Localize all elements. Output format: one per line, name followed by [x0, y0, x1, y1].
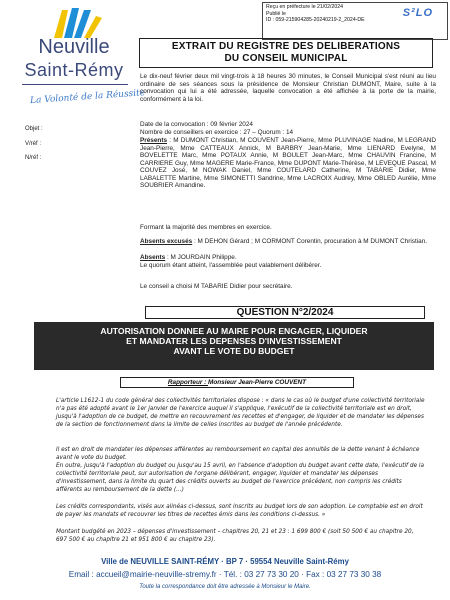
quorum-text: Le quorum étant atteint, l'assemblée peut valablement délibérer. — [140, 262, 322, 269]
footer-contact: Email : accueil@mairie-neuville-stremy.fr · Tél. : 03 27 73 30 20 · Fax : 03 27 73 30 38 — [68, 570, 382, 579]
secretaire-text: Le conseil a choisi M TABARIE Didier pour secrétaire. — [140, 283, 293, 290]
label-objet: Objet : — [25, 126, 43, 132]
rapporteur-name: Monsieur Jean-Pierre COUVENT — [208, 379, 307, 386]
rapporteur-box — [120, 377, 354, 388]
absents-label: Absents — [140, 254, 166, 261]
logo-city-name-line2: Saint-Rémy — [24, 60, 124, 80]
presents-paragraph — [140, 137, 436, 190]
document-title-line2: DU CONSEIL MUNICIPAL — [224, 53, 348, 64]
document-title-line1: EXTRAIT DU REGISTRE DES DELIBERATIONS — [171, 41, 401, 52]
conseillers-count: Nombre de conseillers en exercice : 27 – Quorum : 14 — [140, 129, 294, 136]
receipt-stamp-box — [262, 2, 448, 40]
footer-note: Toute la correspondance doit être adressée à Monsieur le Maire. — [139, 584, 311, 590]
excuses-paragraph — [140, 238, 436, 246]
logo-rays-icon — [48, 6, 108, 40]
slo-stamp: S²LO — [402, 7, 433, 19]
logo-city-name-line1: Neuville — [38, 36, 110, 58]
subject-line1: AUTORISATION DONNEE AU MAIRE POUR ENGAGER, LIQUIDER — [100, 326, 368, 336]
logo-divider — [22, 84, 128, 85]
law-paragraph-1: L'article L1612-1 du code général des collectivités territoriales dispose : « dans le cas où le budget d'une collectivité territoriale n'a pas été adopté avant le 1er janvier de l'exercice auquel il s'applique, l'exécutif de la collectivité territoriale est en droit, jusqu'à l'adoption de ce budget, de mettre en recouvrement les recettes et d'engager, de liquider et de mandater les dépenses de la section de fonctionnement dans la limite de celles inscrites au budget de l'année précédente. — [56, 396, 425, 429]
receipt-line-published: Publié le — [266, 10, 286, 17]
excuses-list: : M DEHON Gérard ; M CORMONT Corentin, procuration à M DUMONT Christian. — [192, 238, 428, 245]
presents-label: Présents — [140, 137, 167, 144]
page-footer — [0, 555, 450, 600]
majorite-text: Formant la majorité des membres en exercice. — [140, 224, 272, 231]
rapporteur-label: Rapporteur : — [167, 379, 209, 386]
deliberation-subject-box — [34, 322, 434, 370]
label-vref: V/réf : — [25, 141, 42, 147]
subject-line2: ET MANDATER LES DEPENSES D'INVESTISSEMENT — [126, 336, 342, 346]
subject-line3: AVANT LE VOTE DU BUDGET — [173, 346, 295, 356]
absents-paragraph — [140, 254, 436, 262]
excuses-label: Absents excusés — [140, 238, 193, 245]
receipt-line-received: Reçu en préfecture le 21/02/2024 — [266, 4, 344, 10]
law-paragraph-4: Les crédits correspondants, visés aux alinéas ci-dessus, sont inscrits au budget lors de son adoption. Le comptable est en droit de payer les mandats et recouvrer les titres de recettes émis dans les conditions ci-dessus. » — [56, 502, 423, 519]
footer-address: Ville de NEUVILLE SAINT-RÉMY · BP 7 · 59554 Neuville Saint-Rémy — [101, 557, 349, 566]
city-logo — [14, 6, 146, 111]
presents-list: : M DUMONT Christian, M COUVENT Jean-Pierre, Mme PLUVINAGE Nadine, M LEGRAND Jean-Pierre, Mme CATTEAUX Annick, M BARBRY Jean-Marie, Mme LIENARD Evelyne, M BOVELETTE Marc, Mme POTAUX Annie, M BOULET Jean-Marc, Mme CHAUVIN Francine, M CARRIERE Guy, Mme MAGERE Marie-France, Mme DUPONT Marie-Thérèse, M LEVEQUE Pascal, M COUVEZ José, M NOWAK Daniel, Mme COUTELARD Catherine, M TABARIE Didier, Mme LABALETTE Martine, Mme SIMONETTI Sandrine, Mme LACROIX Audrey, Mme OBLED Aurélie, Mme SOUBRIER Amandine. — [140, 137, 436, 189]
law-paragraph-3: En outre, jusqu'à l'adoption du budget ou jusqu'au 15 avril, en l'absence d'adoption du budget avant cette date, l'exécutif de la collectivité territoriale peut, sur autorisation de l'organe délibérant, engager, liquider et mandater les dépenses d'investissement, dans la limite du quart des crédits ouverts au budget de l'exercice précédent, non compris les crédits afférents au remboursement de la dette (...) — [56, 461, 425, 494]
budget-amount-paragraph: Montant budgété en 2023 – dépenses d'investissement – chapitres 20, 21 et 23 : 1 699 800 € (soit 50 500 € au chapitre 20, 697 500 € au chapitre 21 et 951 800 € au chapitre 23). — [56, 527, 414, 544]
law-paragraph-2: Il est en droit de mandater les dépenses afférentes au remboursement en capital des annuités de la dette venant à échéance avant le vote du budget. — [56, 445, 420, 462]
absents-list: : M JOURDAIN Philippe. — [165, 254, 237, 261]
logo-slogan: La Volonté de la Réussite — [29, 88, 146, 107]
receipt-line-id: ID : 059-215904285-20240219-2_2024-DE — [266, 17, 365, 24]
label-nref: N/réf : — [25, 155, 42, 161]
convocation-date: Date de la convocation : 09 février 2024 — [140, 121, 253, 128]
document-title-box — [139, 38, 433, 68]
intro-paragraph: Le dix-neuf février deux mil vingt-trois à 18 heures 30 minutes, le Conseil Municipal s'est réuni au lieu ordinaire de ses séances sous la présidence de Monsieur Christian DUMONT, Maire, suite à la convocation qui lui a été adressée, laquelle convocation a été affichée à la porte de la mairie, conformément à la loi. — [140, 73, 436, 103]
question-number: QUESTION N°2/2024 — [145, 306, 425, 319]
